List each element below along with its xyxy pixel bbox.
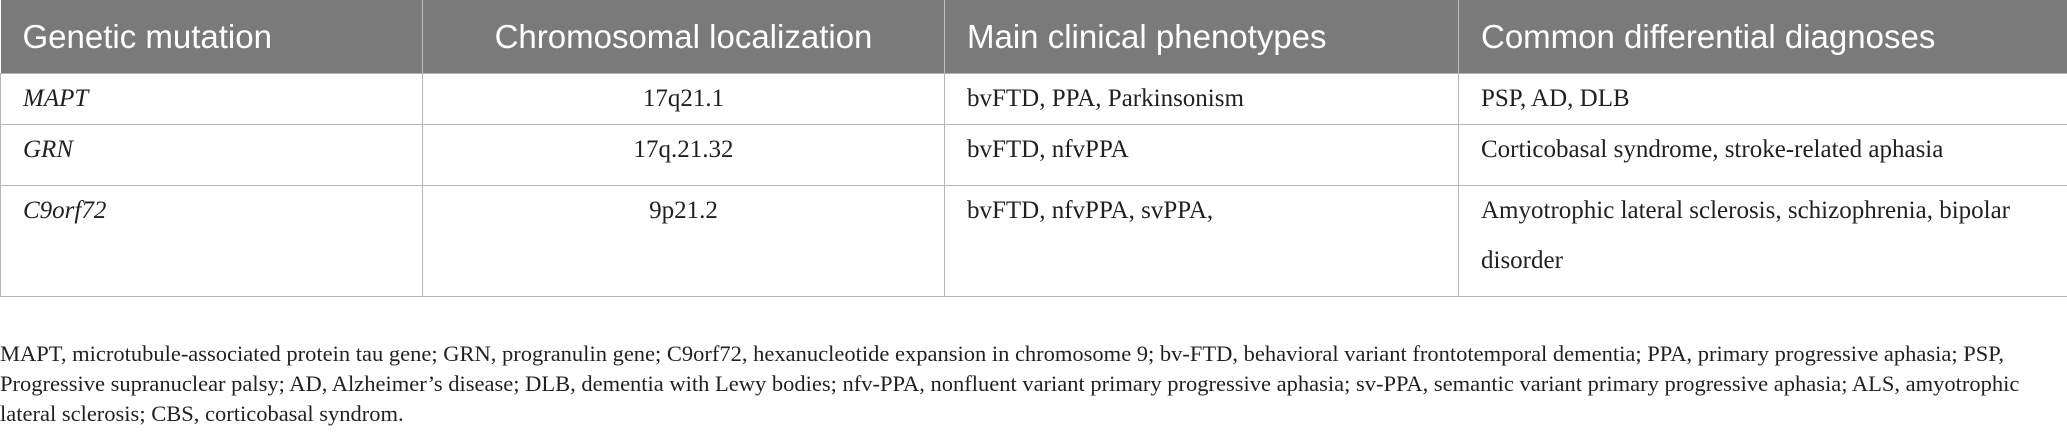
- cell-differentials: PSP, AD, DLB: [1459, 74, 2067, 125]
- table-header: [1, 0, 2067, 74]
- cell-locus: 9p21.2: [423, 186, 945, 297]
- cell-gene: MAPT: [1, 74, 423, 125]
- header-chromosomal-localization: Chromosomal localization: [423, 0, 945, 74]
- cell-phenotypes: bvFTD, nfvPPA, svPPA,: [945, 186, 1459, 297]
- cell-differentials: Corticobasal syndrome, stroke-related aphasia: [1459, 125, 2067, 186]
- cell-phenotypes: bvFTD, nfvPPA: [945, 125, 1459, 186]
- header-main-clinical-phenotypes: Main clinical phenotypes: [945, 0, 1459, 74]
- table-row: [1, 186, 2067, 297]
- cell-differentials: Amyotrophic lateral sclerosis, schizophrenia, bipolar disorder: [1459, 186, 2067, 297]
- cell-gene: C9orf72: [1, 186, 423, 297]
- header-genetic-mutation: Genetic mutation: [1, 0, 423, 74]
- cell-phenotypes: bvFTD, PPA, Parkinsonism: [945, 74, 1459, 125]
- header-common-differential-diagnoses: Common differential diagnoses: [1459, 0, 2067, 74]
- table-row: [1, 125, 2067, 186]
- table-row: [1, 74, 2067, 125]
- table-footnote: MAPT, microtubule-associated protein tau gene; GRN, progranulin gene; C9orf72, hexanucleotide expansion in chromosome 9; bv-FTD, behavioral variant frontotemporal dementia; PPA, primary progressive aphasia; PSP, Progressive supranuclear palsy; AD, Alzheimer’s disease; DLB, dementia with Lewy bodies; nfv-PPA, nonfluent variant primary progressive aphasia; sv-PPA, semantic variant primary progressive aphasia; ALS, amyotrophic lateral sclerosis; CBS, corticobasal syndrom.: [0, 340, 2020, 426]
- cell-locus: 17q.21.32: [423, 125, 945, 186]
- header-row: [1, 0, 2067, 74]
- table-body: [1, 74, 2067, 297]
- cell-gene: GRN: [1, 125, 423, 186]
- cell-locus: 17q21.1: [423, 74, 945, 125]
